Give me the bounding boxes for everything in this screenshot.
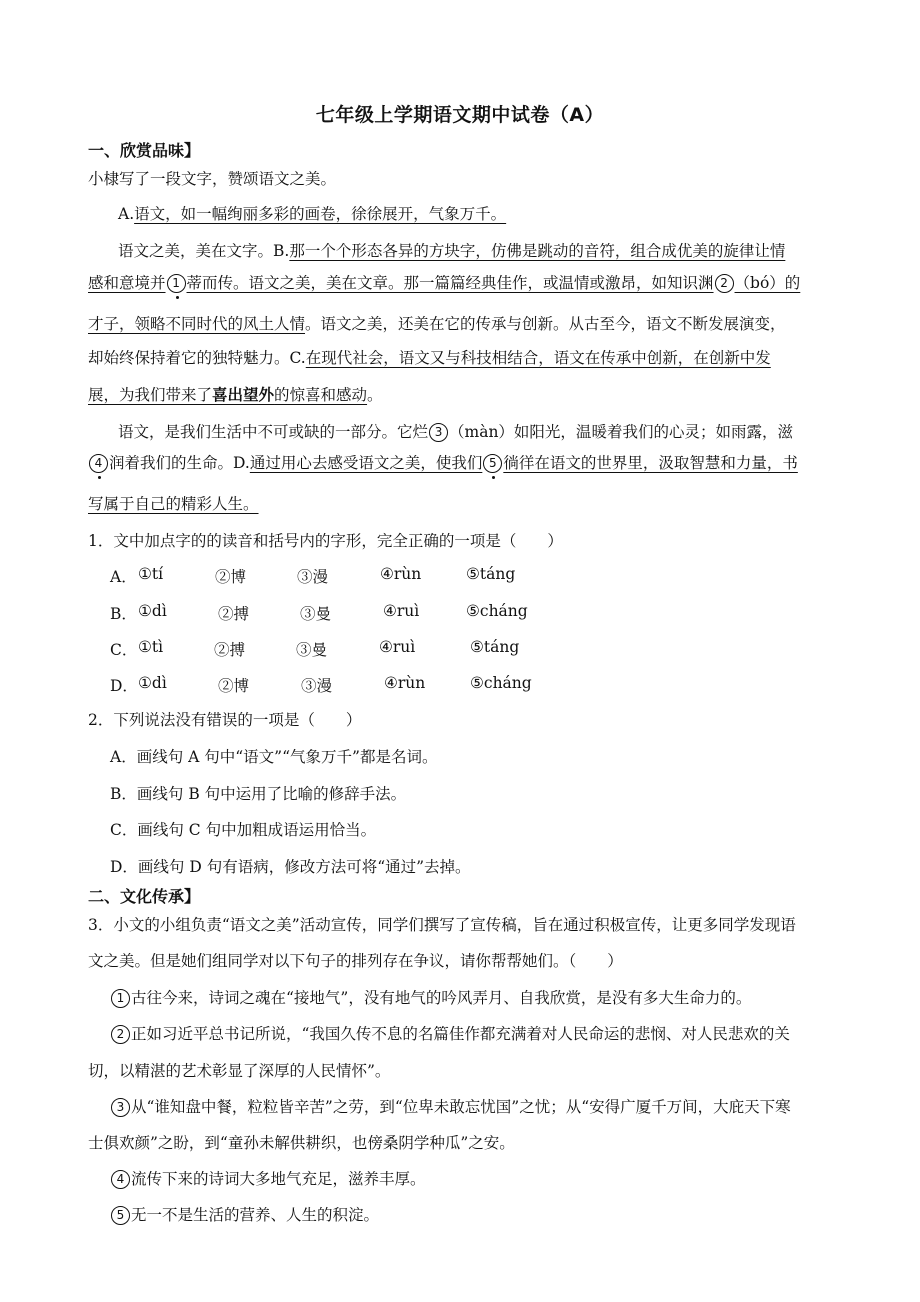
underlined-text: （bó）的 bbox=[734, 274, 801, 292]
underlined-text: 徜徉在语文的世界里，汲取智慧和力量，书 bbox=[503, 454, 798, 472]
passage-line bbox=[88, 272, 864, 294]
question-2-stem: 2．下列说法没有错误的一项是（ ） bbox=[88, 711, 362, 729]
underlined-text: 才子，领略不同时代的风土人情 bbox=[88, 315, 306, 333]
sentence-2 bbox=[110, 1023, 886, 1045]
passage-line bbox=[118, 240, 894, 262]
option-item: ②博 bbox=[218, 677, 250, 695]
circled-number-4: 4 bbox=[111, 1170, 130, 1189]
option-item: ③曼 bbox=[300, 605, 332, 623]
circled-number-2: 2 bbox=[715, 274, 734, 293]
option-item: ②搏 bbox=[218, 605, 250, 623]
option-item: ④ruì bbox=[379, 638, 416, 656]
underlined-text: 写属于自己的精彩人生。 bbox=[88, 495, 259, 513]
option-label: A． bbox=[110, 568, 137, 586]
passage-line bbox=[88, 493, 864, 515]
sentence-4 bbox=[110, 1168, 886, 1190]
underlined-sentence-a: 语文，如一幅绚丽多彩的画卷，徐徐展开，气象万千。 bbox=[134, 205, 507, 223]
section-heading-1: 一、欣赏品味】 bbox=[88, 141, 201, 160]
option-item: ③漫 bbox=[297, 568, 329, 586]
circled-number-5: 5 bbox=[483, 454, 502, 473]
question-2-option-c[interactable]: C．画线句 C 句中加粗成语运用恰当。 bbox=[110, 821, 377, 839]
text: 润着我们的生命。D. bbox=[109, 454, 250, 472]
circled-number-1: 1 bbox=[167, 274, 186, 293]
underlined-text: 感和意境并 bbox=[88, 274, 166, 292]
passage-sentence-a bbox=[118, 203, 894, 225]
label-a: A. bbox=[118, 205, 135, 223]
option-item: ②博 bbox=[215, 568, 247, 586]
option-item: ⑤táng bbox=[470, 638, 520, 656]
text: 。 bbox=[367, 386, 383, 404]
option-item: ①dì bbox=[138, 602, 167, 620]
text: 却始终保持着它的独特魅力。C. bbox=[88, 349, 306, 367]
sentence-5 bbox=[110, 1204, 886, 1226]
question-3-stem-line-2: 文之美。但是她们组同学对以下句子的排列存在争议，请你帮帮她们。（ ） bbox=[88, 952, 623, 970]
page-title: 七年级上学期语文期中试卷（A） bbox=[315, 104, 605, 126]
circled-number-5: 5 bbox=[111, 1206, 130, 1225]
underlined-text: 展，为我们带来了 bbox=[88, 386, 213, 404]
option-label: D． bbox=[110, 677, 138, 695]
option-item: ①tì bbox=[138, 638, 164, 656]
option-item: ①tí bbox=[138, 565, 164, 583]
option-item: ⑤cháng bbox=[466, 602, 528, 620]
text: 。语文之美，还美在它的传承与创新。从古至今，语文不断发展演变， bbox=[305, 315, 786, 333]
underlined-sentence-d: 通过用心去感受语文之美，使我们 bbox=[249, 454, 483, 472]
circled-number-3: 3 bbox=[429, 423, 448, 442]
option-item: ③曼 bbox=[296, 641, 328, 659]
option-item: ③漫 bbox=[301, 677, 333, 695]
circled-number-4: 4 bbox=[89, 454, 108, 473]
option-item: ⑤cháng bbox=[470, 674, 532, 692]
option-item: ④rùn bbox=[380, 565, 422, 583]
passage-line bbox=[88, 313, 864, 335]
sentence-text: 流传下来的诗词大多地气充足，滋养丰厚。 bbox=[131, 1170, 426, 1188]
underlined-sentence-b: 那一个个形态各异的方块字，仿佛是跳动的音符，组合成优美的旋律让情 bbox=[289, 242, 786, 260]
option-label: C． bbox=[110, 641, 138, 659]
option-item: ①dì bbox=[138, 674, 167, 692]
question-3-stem-line-1: 3．小文的小组负责“语文之美”活动宣传，同学们撰写了宣传稿，旨在通过积极宣传，让更多同学发现语 bbox=[88, 916, 796, 934]
question-1-stem: 1．文中加点字的的读音和括号内的字形，完全正确的一项是（ ） bbox=[88, 532, 563, 550]
passage-line bbox=[118, 421, 894, 443]
option-item: ②搏 bbox=[214, 641, 246, 659]
question-2-option-b[interactable]: B．画线句 B 句中运用了比喻的修辞手法。 bbox=[110, 785, 407, 803]
sentence-2-continued: 切，以精湛的艺术彰显了深厚的人民情怀”。 bbox=[88, 1062, 391, 1080]
sentence-3 bbox=[110, 1096, 886, 1118]
underlined-text: 的惊喜和感动 bbox=[274, 386, 368, 404]
sentence-text: 正如习近平总书记所说，“我国久传不息的名篇佳作都充满着对人民命运的悲悯、对人民悲欢的关 bbox=[131, 1025, 790, 1043]
sentence-text: 古往今来，诗词之魂在“接地气”，没有地气的吟风弄月、自我欣赏，是没有多大生命力的。 bbox=[131, 989, 752, 1007]
circled-number-3: 3 bbox=[111, 1098, 130, 1117]
underlined-text: 蒂而传。语文之美，美在文章。那一篇篇经典佳作，或温情或激昂，如知识渊 bbox=[186, 274, 714, 292]
passage-line bbox=[88, 452, 864, 474]
sentence-text: 从“谁知盘中餐，粒粒皆辛苦”之劳，到“位卑未敢忘忧国”之忧；从“安得广厦千万间，大庇天下寒 bbox=[131, 1098, 791, 1116]
sentence-text: 无一不是生活的营养、人生的积淀。 bbox=[131, 1206, 380, 1224]
text: 语文之美，美在文字。B. bbox=[118, 242, 290, 260]
sentence-1 bbox=[110, 987, 886, 1009]
circled-number-1: 1 bbox=[111, 989, 130, 1008]
text: （màn）如阳光，温暖着我们的心灵；如雨露，滋 bbox=[449, 423, 793, 441]
underlined-sentence-c: 在现代社会，语文又与科技相结合，语文在传承中创新，在创新中发 bbox=[305, 349, 771, 367]
option-item: ⑤táng bbox=[466, 565, 516, 583]
option-label: B． bbox=[110, 605, 137, 623]
question-2-option-d[interactable]: D．画线句 D 句有语病，修改方法可将“通过”去掉。 bbox=[110, 858, 471, 876]
question-2-option-a[interactable]: A．画线句 A 句中“语文”“气象万千”都是名词。 bbox=[110, 748, 438, 766]
circled-number-2: 2 bbox=[111, 1025, 130, 1044]
option-item: ④ruì bbox=[383, 602, 420, 620]
option-item: ④rùn bbox=[384, 674, 426, 692]
passage-line bbox=[88, 384, 864, 406]
text: 语文，是我们生活中不可或缺的一部分。它烂 bbox=[118, 423, 429, 441]
passage-line bbox=[88, 347, 864, 369]
bold-idiom: 喜出望外 bbox=[212, 386, 275, 404]
section-heading-2: 二、文化传承】 bbox=[88, 887, 201, 906]
sentence-3-continued: 士俱欢颜”之盼，到“童孙未解供耕织，也傍桑阴学种瓜”之安。 bbox=[88, 1134, 515, 1152]
passage-intro: 小棣写了一段文字，赞颂语文之美。 bbox=[88, 170, 337, 188]
